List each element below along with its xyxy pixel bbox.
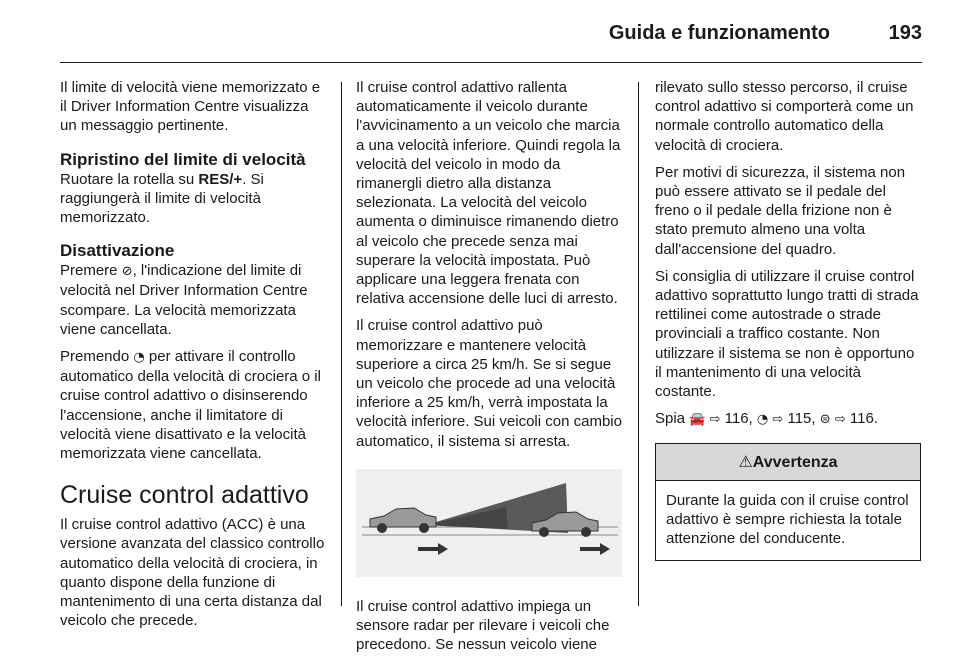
column-divider-2	[638, 82, 639, 606]
res-plus-label: RES/+	[198, 170, 243, 188]
paragraph-sicurezza: Per motivi di sicurezza, il sistema non può essere attivato se il pedale del freno o il pedale della frizione non è stato premuto almeno una volta dall'accensione del quadro.	[655, 163, 906, 258]
paragraph-disattivazione: Premere ⊘, l'indicazione del limite di velocità nel Driver Information Centre scompare. La velocità memorizzata viene cancellata.	[60, 262, 308, 338]
cruise-control-icon: ◔	[133, 350, 145, 366]
column-divider-1	[341, 82, 342, 606]
cruise-control-icon: ◔	[756, 412, 769, 428]
page-header-title: Guida e funzionamento	[608, 22, 830, 44]
column-2	[356, 78, 622, 662]
radar-beam-inner	[426, 507, 508, 529]
direction-arrow-right	[580, 543, 610, 555]
page-reference-arrow-icon: ⇨	[772, 412, 784, 428]
paragraph-spia-references: Spia 🚘 ⇨ 116, ◔ ⇨ 115, ⊜ ⇨ 116.	[655, 410, 878, 428]
paragraph-acc-intro: Il cruise control adattivo (ACC) è una versione avanzata del classico controllo automatico della velocità di crociera, in quanto dispone della funzione di mantenimento di una certa distanza dal veicolo che precede.	[60, 516, 325, 630]
column-1	[60, 78, 328, 638]
direction-arrow-left	[418, 543, 448, 555]
paragraph-acc-velocita: Il cruise control adattivo può memorizzare e mantenere velocità superiore a circa 25 km/h. Se si segue un veicolo che procede ad una velocità inferiore a 25 km/h, verrà impostata la velocità inferiore. Sui veicoli con cambio automatico, il sistema si arresta.	[356, 317, 622, 450]
header-divider	[60, 62, 922, 63]
warning-text: Durante la guida con il cruise control adattivo è sempre richiesta la totale attenzione del conducente.	[666, 491, 909, 548]
warning-header: ⚠Avvertenza	[656, 444, 920, 480]
page-reference-arrow-icon: ⇨	[834, 412, 846, 428]
rear-car-icon	[370, 508, 436, 533]
column-3	[655, 78, 921, 561]
warning-box	[655, 443, 921, 561]
page-reference-arrow-icon: ⇨	[709, 412, 721, 428]
heading-disattivazione: Disattivazione	[60, 241, 175, 261]
paragraph-acc-radar: Il cruise control adattivo impiega un sensore radar per rilevare i veicoli che precedono. Se nessun veicolo viene	[356, 597, 610, 654]
warning-triangle-icon: ⚠	[738, 452, 753, 472]
paragraph-ripristino: Ruotare la rotella su RES/+. Si raggiungerà il limite di velocità memorizzato.	[60, 170, 264, 227]
paragraph-speed-memorized: Il limite di velocità viene memorizzato e il Driver Information Centre visualizza un messaggio pertinente.	[60, 79, 321, 135]
heading-ripristino: Ripristino del limite di velocità	[60, 149, 306, 169]
paragraph-premendo: Premendo ◔ per attivare il controllo automatico della velocità di crociera o il cruise control adattivo o disinserendo l'accensione, anche il limitatore di velocità viene disattivato e la velocità memorizzata viene cancellata.	[60, 348, 321, 463]
acc-radar-illustration	[356, 469, 622, 577]
page-number: 193	[888, 22, 922, 44]
paragraph-consiglio: Si consiglia di utilizzare il cruise control adattivo soprattutto lungo tratti di strada rettilinei come autostrade o strade provinciali a traffico costante. Non utilizzare il sistema se non è opportuno il mantenimento di una velocità costante.	[655, 267, 919, 401]
speed-limiter-icon: ⊘	[121, 264, 133, 280]
paragraph-normale-cruise: rilevato sullo stesso percorso, il cruise control adattivo si comporterà come un normale controllo automatico della velocità di crociera.	[655, 79, 914, 154]
heading-cruise-control-adattivo: Cruise control adattivo	[60, 481, 309, 510]
paragraph-acc-rallenta: Il cruise control adattivo rallenta automaticamente il veicolo durante l'avvicinamento a un veicolo che marcia a una velocità inferiore. Quindi regola la velocità del veicolo in modo da rimanergli dietro alla distanza selezionata. La velocità del veicolo aumenta o diminuisce rimanendo dietro al veicolo che precede senza mai superare la velocità impostata. Può applicare una leggera frenata con relativa accensione delle luci di arresto.	[356, 79, 621, 308]
acc-icon: ⊜	[819, 412, 831, 428]
vehicle-ahead-icon: 🚘	[689, 412, 706, 428]
